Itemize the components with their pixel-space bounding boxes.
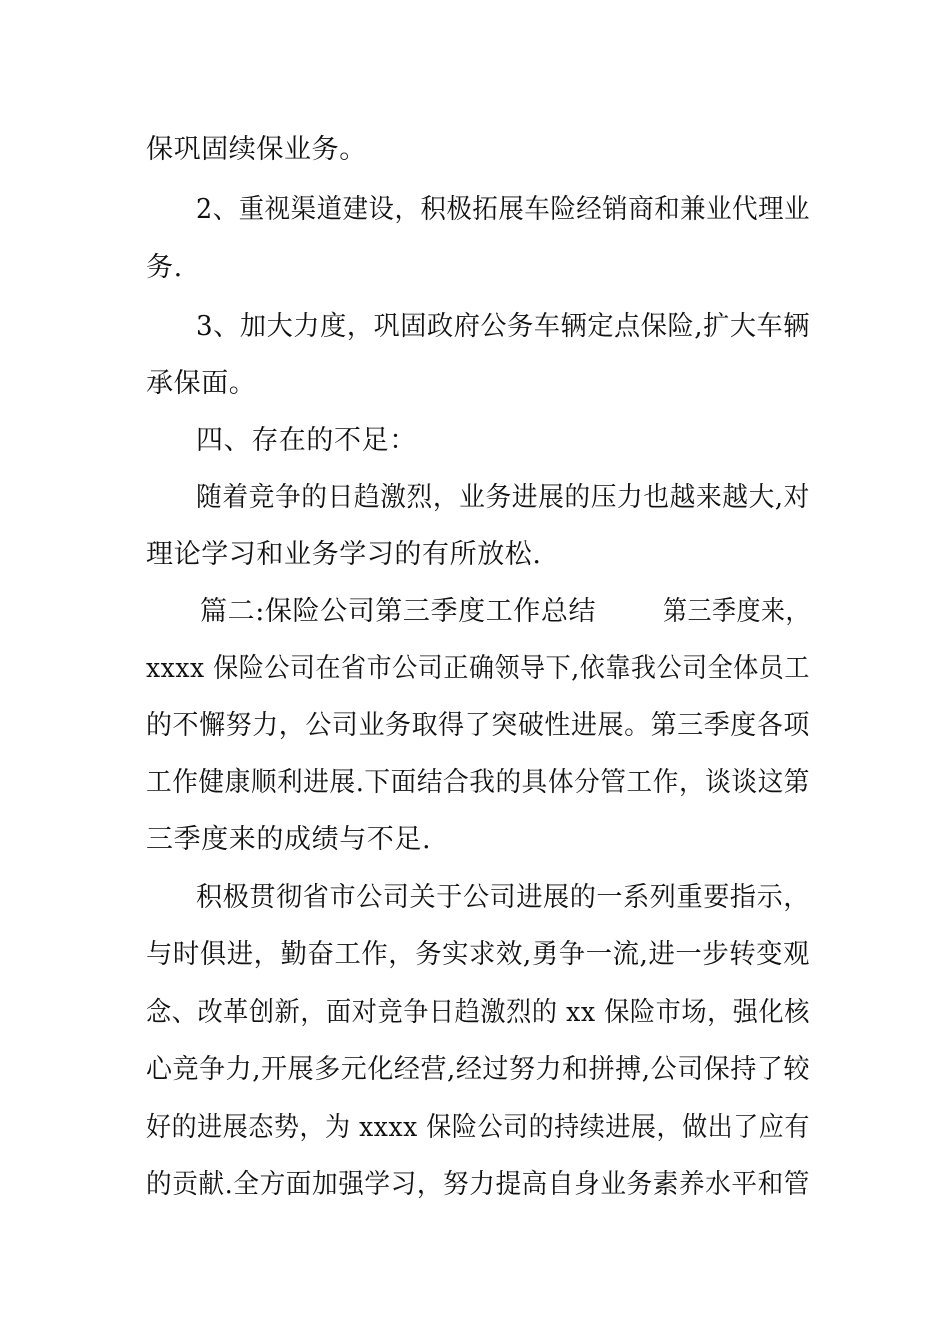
section-heading: 四、存在的不足：: [196, 425, 417, 456]
text-line: [0, 190, 950, 230]
text-segment: 理论学习和业务学习的有所放松.: [146, 539, 542, 570]
text-line: [0, 421, 950, 461]
text-segment: 2、重视渠道建设，积极拓展车险经销商和兼业代理业: [196, 194, 811, 225]
text-segment: 保巩固续保业务。: [146, 134, 367, 165]
text-segment: 务.: [146, 252, 183, 283]
text-line: [0, 130, 950, 170]
text-line: [0, 1108, 950, 1148]
text-line: [0, 763, 950, 803]
text-line: [0, 1050, 950, 1090]
text-line: [0, 592, 950, 632]
text-line: [0, 535, 950, 575]
text-segment: xxxx 保险公司在省市公司正确领导下,依靠我公司全体员工: [146, 653, 810, 684]
text-segment: 的贡献.全方面加强学习，努力提高自身业务素养水平和管: [146, 1169, 811, 1200]
text-line: [0, 1165, 950, 1205]
text-segment: 工作健康顺利进展.下面结合我的具体分管工作，谈谈这第: [146, 767, 811, 798]
text-segment: 第三季度来，: [663, 596, 810, 627]
text-segment: 的不懈努力，公司业务取得了突破性进展。第三季度各项: [146, 710, 810, 741]
text-segment: 3、加大力度，巩固政府公务车辆定点保险,扩大车辆: [196, 311, 811, 342]
article-title: 篇二:保险公司第三季度工作总结: [200, 596, 597, 627]
text-segment: 三季度来的成绩与不足.: [146, 824, 432, 855]
text-line: [0, 248, 950, 288]
text-segment: 与时俱进，勤奋工作，务实求效,勇争一流,进一步转变观: [146, 939, 811, 970]
text-line: [0, 820, 950, 860]
text-segment: 积极贯彻省市公司关于公司进展的一系列重要指示，: [196, 882, 810, 913]
text-segment: 好的进展态势，为 xxxx 保险公司的持续进展，做出了应有: [146, 1112, 810, 1143]
text-line: [0, 706, 950, 746]
text-segment: 念、改革创新，面对竞争日趋激烈的 xx 保险市场，强化核: [146, 997, 810, 1028]
text-line: [0, 364, 950, 404]
text-line: [0, 993, 950, 1033]
text-segment: 承保面。: [146, 368, 257, 399]
text-line: [0, 935, 950, 975]
text-segment: 随着竞争的日趋激烈，业务进展的压力也越来越大,对: [196, 482, 810, 513]
text-line: [0, 878, 950, 918]
text-line: [0, 307, 950, 347]
text-line: [0, 478, 950, 518]
text-segment: 心竞争力,开展多元化经营,经过努力和拼搏,公司保持了较: [146, 1054, 811, 1085]
text-line: [0, 649, 950, 689]
